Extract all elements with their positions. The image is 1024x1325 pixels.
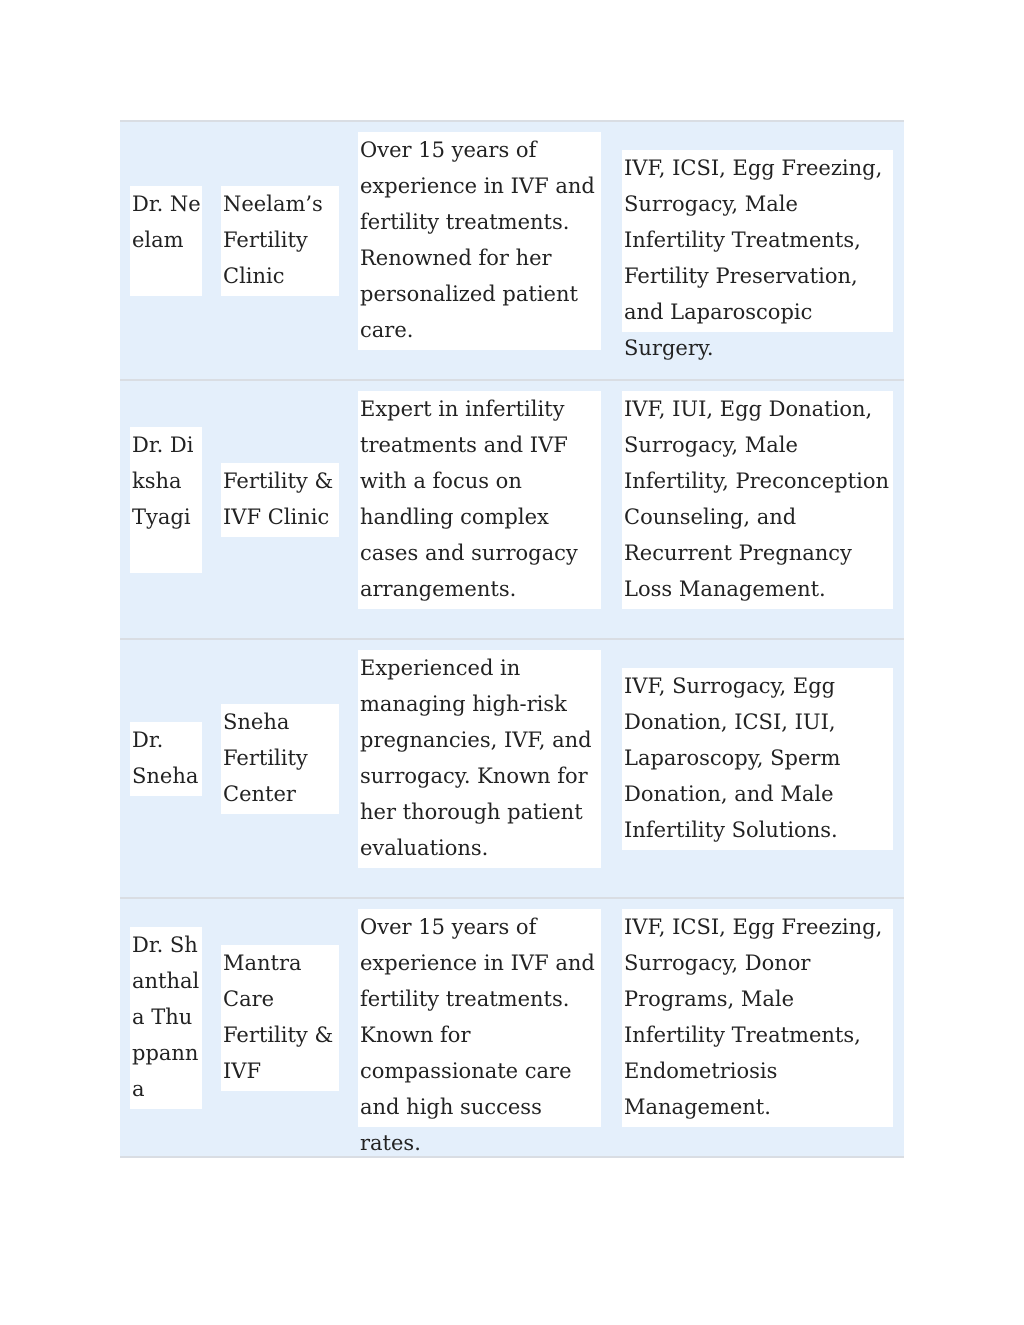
table-row bbox=[120, 122, 904, 381]
doctor-name: Dr. Neelam bbox=[130, 186, 202, 296]
experience-text: Over 15 years of experience in IVF and fertility treatments. Renowned for her personalized patient care. bbox=[358, 132, 601, 350]
services-text: IVF, IUI, Egg Donation, Surrogacy, Male Infertility, Preconception Counseling, and Recurrent Pregnancy Loss Management. bbox=[622, 391, 893, 609]
clinic-name: Fertility & IVF Clinic bbox=[221, 463, 339, 537]
services-text: IVF, ICSI, Egg Freezing, Surrogacy, Male Infertility Treatments, Fertility Preservation, and Laparoscopic Surgery. bbox=[622, 150, 893, 332]
experience-text: Over 15 years of experience in IVF and fertility treatments. Known for compassionate care and high success rates. bbox=[358, 909, 601, 1127]
services-text: IVF, Surrogacy, Egg Donation, ICSI, IUI, Laparoscopy, Sperm Donation, and Male Infertility Solutions. bbox=[622, 668, 893, 850]
doctor-name: Dr. Sneha bbox=[130, 722, 202, 796]
experience-text: Experienced in managing high-risk pregnancies, IVF, and surrogacy. Known for her thorough patient evaluations. bbox=[358, 650, 601, 868]
clinic-name: Sneha Fertility Center bbox=[221, 704, 339, 814]
doctors-table bbox=[120, 120, 904, 1158]
services-text: IVF, ICSI, Egg Freezing, Surrogacy, Donor Programs, Male Infertility Treatments, Endometriosis Management. bbox=[622, 909, 893, 1127]
doctor-name: Dr. Diksha Tyagi bbox=[130, 427, 202, 573]
clinic-name: Mantra Care Fertility & IVF bbox=[221, 945, 339, 1091]
doctor-name: Dr. Shanthala Thuppanna bbox=[130, 927, 202, 1109]
experience-text: Expert in infertility treatments and IVF with a focus on handling complex cases and surrogacy arrangements. bbox=[358, 391, 601, 609]
table-row bbox=[120, 640, 904, 899]
clinic-name: Neelam’s Fertility Clinic bbox=[221, 186, 339, 296]
table-row bbox=[120, 381, 904, 640]
table-row bbox=[120, 899, 904, 1158]
